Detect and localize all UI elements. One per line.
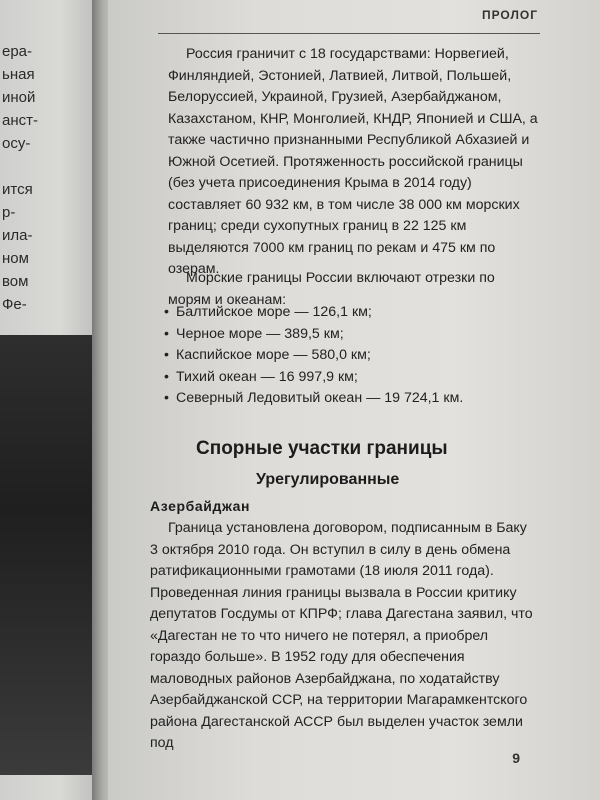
previous-page-line: ьная [2,66,35,83]
previous-page-edge [0,0,100,800]
list-item: • Черное море — 389,5 км; [164,324,544,346]
header-rule [158,33,540,34]
previous-page-photo [0,335,100,775]
paragraph-borders: Россия граничит с 18 государствами: Норвегией, Финляндией, Эстонией, Латвией, Литвой, Польшей, Белоруссией, Украиной, Грузией, Азербайджаном, Казахстаном, КНР, Монголией, КНДР, Японией и США, а также частично признанными Республикой Абхазией и Южной Осетией. Протяженность российской границы (без учета присоединения Крыма в 2014 году) составляет 60 932 км, в том числе 38 000 км морских границ; среди сухопутных границ в 22 125 км выделяются 7000 км границ по рекам и 475 км по озерам. [168,46,538,277]
section-title: Спорные участки границы [196,438,448,459]
running-header: ПРОЛОГ [481,8,538,22]
subsection-title: Урегулированные [256,471,400,488]
previous-page-line: ила- [2,227,33,244]
previous-page-line: вом [2,273,29,290]
previous-page-line: ера- [2,43,33,60]
paragraph-azerbaijan: Граница установлена договором, подписанным в Баку 3 октября 2010 года. Он вступил в силу в день обмена ратификационными грамотами (18 июля 2011 года). Проведенная линия границы вызвала в России критику депутатов Госдумы от КПРФ; глава Дагестана заявил, что «Дагестан не то что ничего не потерял, а приобрел гораздо больше». В 1952 году для обеспечения маловодных районов Азербайджана, по ходатайству Азербайджанской ССР, на территории Магарамкентского района Дагестанской АССР был выделен участок земли под [150,520,533,751]
previous-page-text [2,40,98,316]
previous-page-line: р- [2,204,16,221]
previous-page-line: иной [2,89,36,106]
sea-borders-list [164,302,544,410]
previous-page-line: Фе- [2,296,27,313]
page-number: 9 [512,750,520,766]
list-item: • Каспийское море — 580,0 км; [164,345,544,367]
previous-page-line: ится [2,181,33,198]
previous-page-line: осу- [2,135,31,152]
previous-page-line: ном [2,250,29,267]
list-item: • Балтийское море — 126,1 км; [164,302,544,324]
previous-page-line [2,155,98,178]
list-item: • Северный Ледовитый океан — 19 724,1 км. [164,388,544,410]
list-item: • Тихий океан — 16 997,9 км; [164,367,544,389]
book-page [108,0,600,800]
paragraph-sea-borders-intro: Морские границы России включают отрезки по морям и океанам: [168,270,495,308]
previous-page-line: анст- [2,112,38,129]
country-heading: Азербайджан [150,498,251,514]
